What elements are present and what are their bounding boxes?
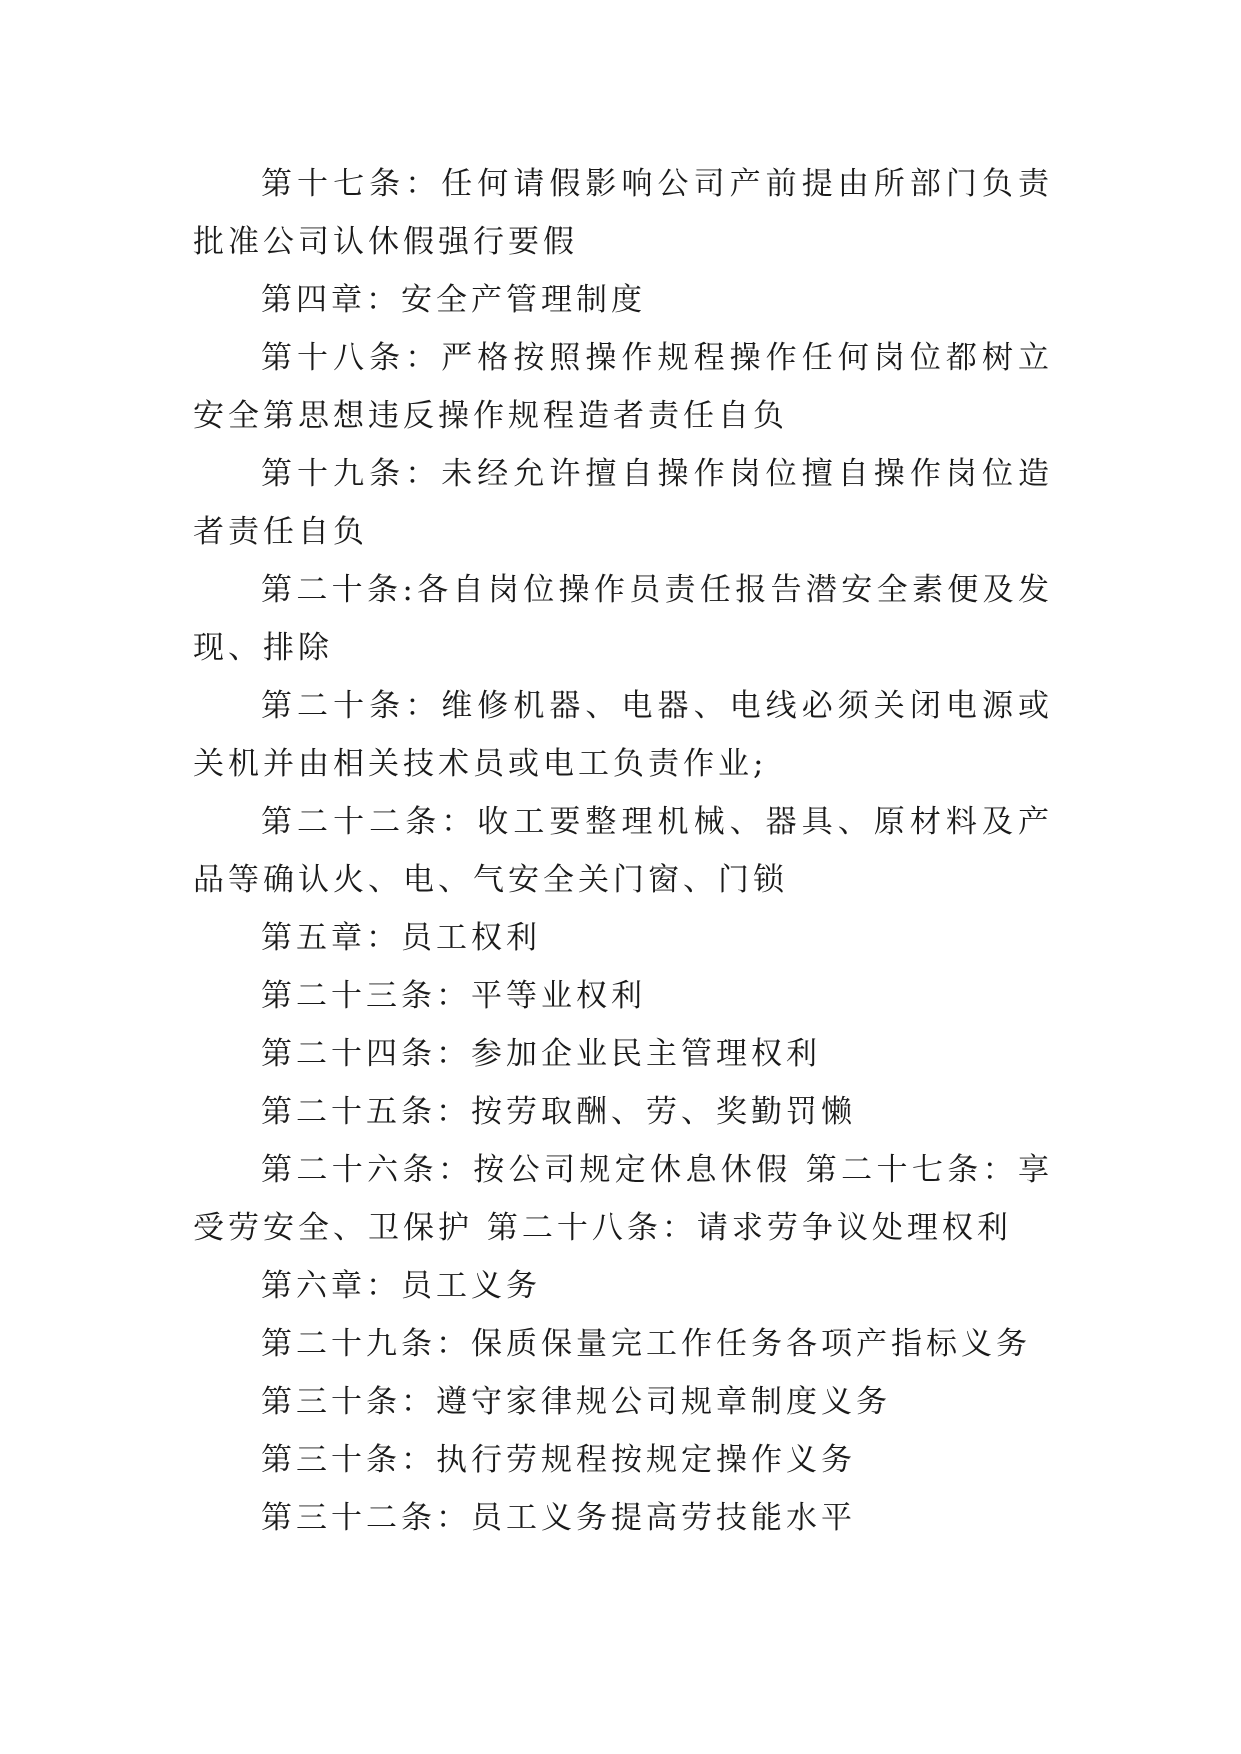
article-26-28-paragraph: 第二十六条：按公司规定休息休假 第二十七条：享受劳安全、卫保护 第二十八条：请求劳争议处理权利 [193,1152,1053,1246]
article-21-paragraph: 第二十条：维修机器、电器、电线必须关闭电源或关机并由相关技术员或电工负责作业; [193,688,1053,782]
article-19-paragraph: 第十九条：未经允许擅自操作岗位擅自操作岗位造者责任自负 [193,456,1053,550]
article-32-paragraph: 第三十二条：员工义务提高劳技能水平 [261,1500,856,1536]
article-24-paragraph: 第二十四条：参加企业民主管理权利 [261,1036,821,1072]
article-25-paragraph: 第二十五条：按劳取酬、劳、奖勤罚懒 [261,1094,856,1130]
article-23-paragraph: 第二十三条：平等业权利 [261,978,646,1014]
chapter-5-heading: 第五章：员工权利 [261,920,541,956]
chapter-4-heading: 第四章：安全产管理制度 [261,282,646,318]
document-body [193,155,1053,1547]
article-29-paragraph: 第二十九条：保质保量完工作任务各项产指标义务 [261,1326,1031,1362]
article-17-paragraph: 第十七条：任何请假影响公司产前提由所部门负责批准公司认休假强行要假 [193,166,1053,260]
article-20-paragraph: 第二十条:各自岗位操作员责任报告潜安全素便及发现、排除 [193,572,1053,666]
article-31-paragraph: 第三十条：执行劳规程按规定操作义务 [261,1442,856,1478]
article-22-paragraph: 第二十二条：收工要整理机械、器具、原材料及产品等确认火、电、气安全关门窗、门锁 [193,804,1053,898]
article-30-paragraph: 第三十条：遵守家律规公司规章制度义务 [261,1384,891,1420]
chapter-6-heading: 第六章：员工义务 [261,1268,541,1304]
article-18-paragraph: 第十八条：严格按照操作规程操作任何岗位都树立安全第思想违反操作规程造者责任自负 [193,340,1053,434]
